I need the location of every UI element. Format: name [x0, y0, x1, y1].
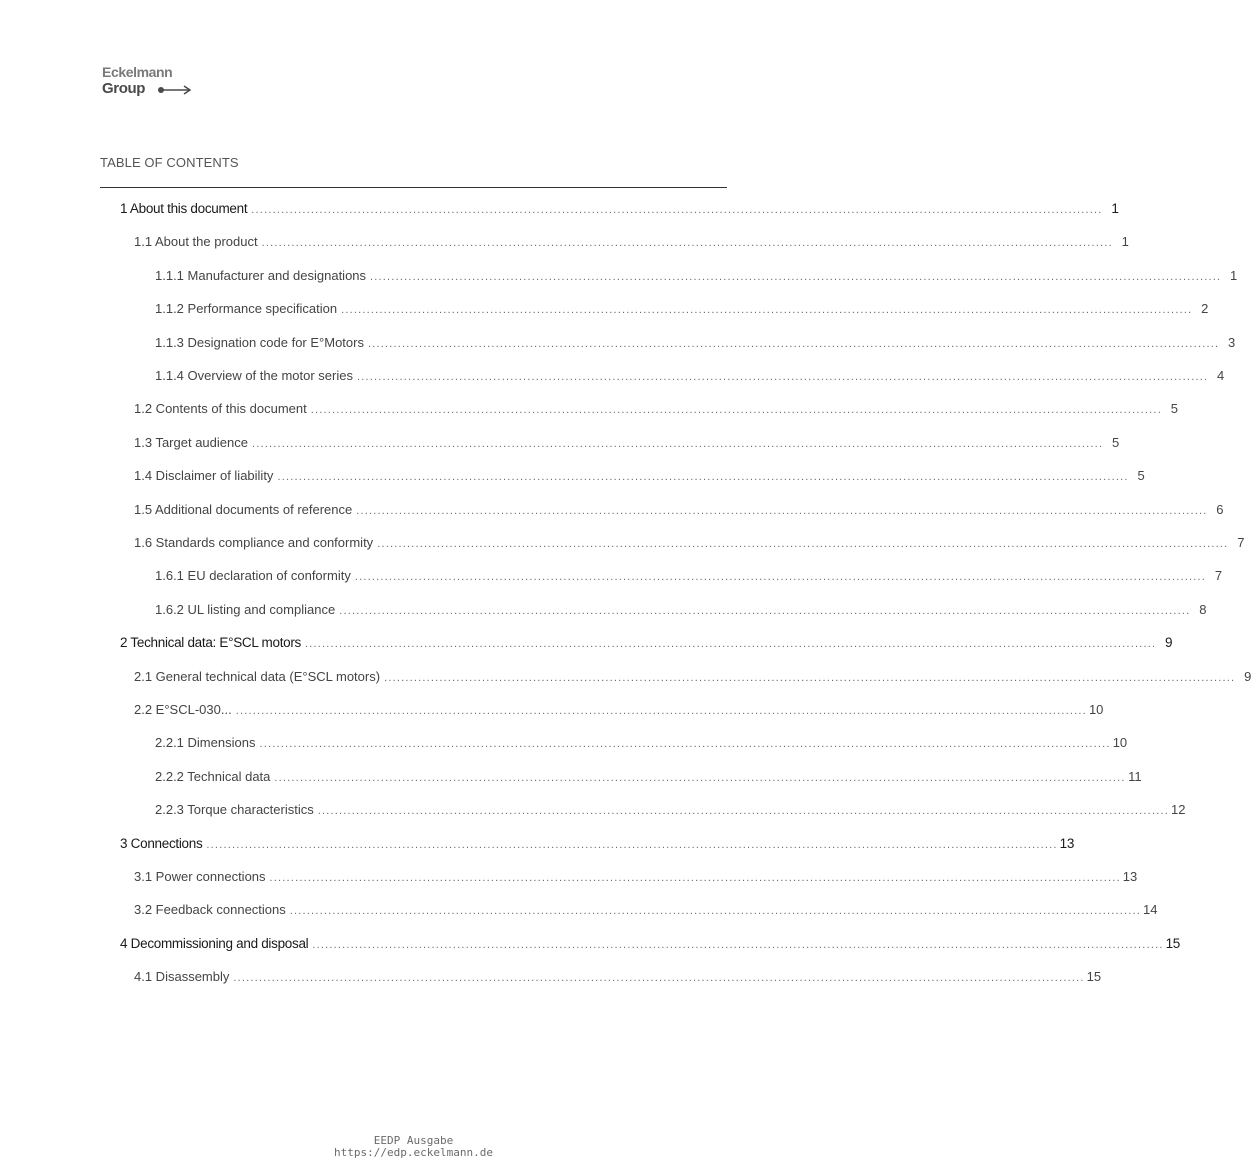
toc-entry-title: 1 About this document [120, 201, 248, 216]
toc-entry-page: 3 [1227, 335, 1236, 350]
toc-entry[interactable] [155, 566, 1223, 586]
toc-dot-leader: ........................................................................................................................................................................................................ [269, 872, 1121, 884]
toc-entry[interactable] [155, 733, 1128, 753]
toc-dot-leader: ........................................................................................................................................................................................................ [235, 705, 1087, 717]
toc-dot-leader: ........................................................................................................................................................................................................ [384, 672, 1236, 684]
toc-entry[interactable] [120, 934, 1181, 954]
toc-entry[interactable] [134, 967, 1102, 987]
toc-entry-page: 9 [1165, 635, 1173, 650]
toc-entry[interactable] [120, 199, 1119, 219]
toc-entry-title: 4 Decommissioning and disposal [120, 936, 309, 951]
toc-entry-page: 15 [1165, 936, 1181, 951]
toc-entry-title: 1.6.1 EU declaration of conformity [155, 568, 351, 583]
toc-dot-leader: ........................................................................................................................................................................................................ [251, 204, 1103, 216]
toc-dot-leader: ........................................................................................................................................................................................................ [341, 304, 1193, 316]
toc-dot-leader: ........................................................................................................................................................................................................ [356, 371, 1209, 383]
logo-text-eckelmann: Eckelmann [102, 64, 173, 80]
toc-entry-title: 3.2 Feedback connections [134, 902, 286, 917]
toc-entry[interactable] [155, 767, 1142, 787]
toc-entry-page: 13 [1059, 836, 1075, 851]
toc-entry-title: 4.1 Disassembly [134, 969, 230, 984]
toc-entry-title: 1.1.2 Performance specification [155, 301, 338, 316]
toc-entry-title: 1.6 Standards compliance and conformity [134, 535, 374, 550]
toc-entry[interactable] [155, 333, 1236, 353]
toc-entry-title: 1.1.3 Designation code for E°Motors [155, 335, 364, 350]
toc-entry-title: 1.1.1 Manufacturer and designations [155, 268, 367, 283]
toc-dot-leader: ........................................................................................................................................................................................................ [274, 772, 1126, 784]
toc-entry-title: 1.5 Additional documents of reference [134, 502, 353, 517]
toc-dot-leader: ........................................................................................................................................................................................................ [310, 404, 1162, 416]
toc-entry-page: 15 [1086, 969, 1102, 984]
toc-entry-title: 1.6.2 UL listing and compliance [155, 602, 336, 617]
toc-entry[interactable] [155, 299, 1209, 319]
footer-url: https://edp.eckelmann.de [334, 1146, 493, 1159]
toc-entry[interactable] [155, 600, 1207, 620]
toc-entry-page: 7 [1237, 535, 1245, 550]
toc-entry[interactable] [134, 232, 1129, 252]
toc-entry-title: 2 Technical data: E°SCL motors [120, 635, 301, 650]
toc-dot-leader: ........................................................................................................................................................................................................ [354, 571, 1207, 583]
toc-dot-leader: ........................................................................................................................................................................................................ [277, 471, 1129, 483]
toc-dot-leader: ........................................................................................................................................................................................................ [233, 972, 1085, 984]
toc-entry-page: 1 [1121, 234, 1129, 249]
toc-entry-page: 6 [1216, 502, 1224, 517]
toc-dot-leader: ........................................................................................................................................................................................................ [289, 905, 1142, 917]
toc-entry-page: 4 [1216, 368, 1225, 383]
toc-entry-title: 2.2 E°SCL-030... [134, 702, 232, 717]
toc-entry[interactable] [134, 399, 1178, 419]
toc-dot-leader: ........................................................................................................................................................................................................ [312, 939, 1164, 951]
toc-entry[interactable] [134, 700, 1104, 720]
toc-dot-leader: ........................................................................................................................................................................................................ [370, 271, 1222, 283]
toc-entry[interactable] [134, 867, 1138, 887]
toc-entry-page: 5 [1170, 401, 1178, 416]
toc-entry-title: 1.1.4 Overview of the motor series [155, 368, 353, 383]
toc-entry-title: 2.2.2 Technical data [155, 769, 271, 784]
toc-dot-leader: ........................................................................................................................................................................................................ [251, 438, 1104, 450]
toc-entry-page: 5 [1137, 468, 1145, 483]
toc-heading: TABLE OF CONTENTS [100, 155, 239, 170]
toc-entry[interactable] [134, 500, 1224, 520]
toc-entry-title: 1.3 Target audience [134, 435, 248, 450]
toc-entry-title: 2.2.1 Dimensions [155, 735, 256, 750]
toc-entry[interactable] [134, 900, 1158, 920]
toc-entry-page: 13 [1122, 869, 1138, 884]
toc-entry-title: 3 Connections [120, 836, 203, 851]
toc-entry-title: 1.4 Disclaimer of liability [134, 468, 274, 483]
toc-entry[interactable] [120, 633, 1173, 653]
toc-entry[interactable] [134, 667, 1251, 687]
toc-entry-title: 2.2.3 Torque characteristics [155, 802, 314, 817]
toc-entry-page: 10 [1088, 702, 1104, 717]
toc-entry-title: 2.1 General technical data (E°SCL motors) [134, 669, 381, 684]
toc-entry-page: 1 [1230, 268, 1238, 283]
toc-entry-page: 9 [1244, 669, 1251, 684]
toc-entry-page: 7 [1214, 568, 1223, 583]
toc-entry-page: 8 [1199, 602, 1207, 617]
toc-dot-leader: ........................................................................................................................................................................................................ [339, 605, 1191, 617]
toc-entry-title: 1.1 About the product [134, 234, 258, 249]
toc-dot-leader: ........................................................................................................................................................................................................ [317, 805, 1169, 817]
toc-dot-leader: ........................................................................................................................................................................................................ [367, 338, 1220, 350]
toc-entry-page: 1 [1111, 201, 1119, 216]
toc-entry[interactable] [155, 266, 1238, 286]
toc-entry-page: 10 [1112, 735, 1128, 750]
toc-entry[interactable] [155, 366, 1225, 386]
toc-dot-leader: ........................................................................................................................................................................................................ [305, 638, 1157, 650]
toc-entry-page: 5 [1111, 435, 1120, 450]
toc-entry[interactable] [134, 533, 1245, 553]
toc-entry-page: 14 [1143, 902, 1158, 917]
toc-dot-leader: ........................................................................................................................................................................................................ [206, 839, 1058, 851]
toc-dot-leader: ........................................................................................................................................................................................................ [259, 738, 1111, 750]
toc-entry-title: 1.2 Contents of this document [134, 401, 307, 416]
toc-entry-title: 3.1 Power connections [134, 869, 266, 884]
toc-entry[interactable] [134, 466, 1145, 486]
toc-entry[interactable] [155, 800, 1186, 820]
toc-entry-page: 11 [1128, 769, 1142, 784]
logo-text-group: Group [102, 80, 145, 97]
footer-line-1: EEDP Ausgabe [373, 1134, 454, 1147]
toc-dot-leader: ........................................................................................................................................................................................................ [261, 237, 1113, 249]
toc-dot-leader: ........................................................................................................................................................................................................ [377, 538, 1229, 550]
toc-entry[interactable] [134, 433, 1120, 453]
toc-entry-page: 12 [1170, 802, 1186, 817]
toc-entry-page: 2 [1201, 301, 1209, 316]
toc-dot-leader: ........................................................................................................................................................................................................ [356, 505, 1208, 517]
toc-entry[interactable] [120, 834, 1075, 854]
